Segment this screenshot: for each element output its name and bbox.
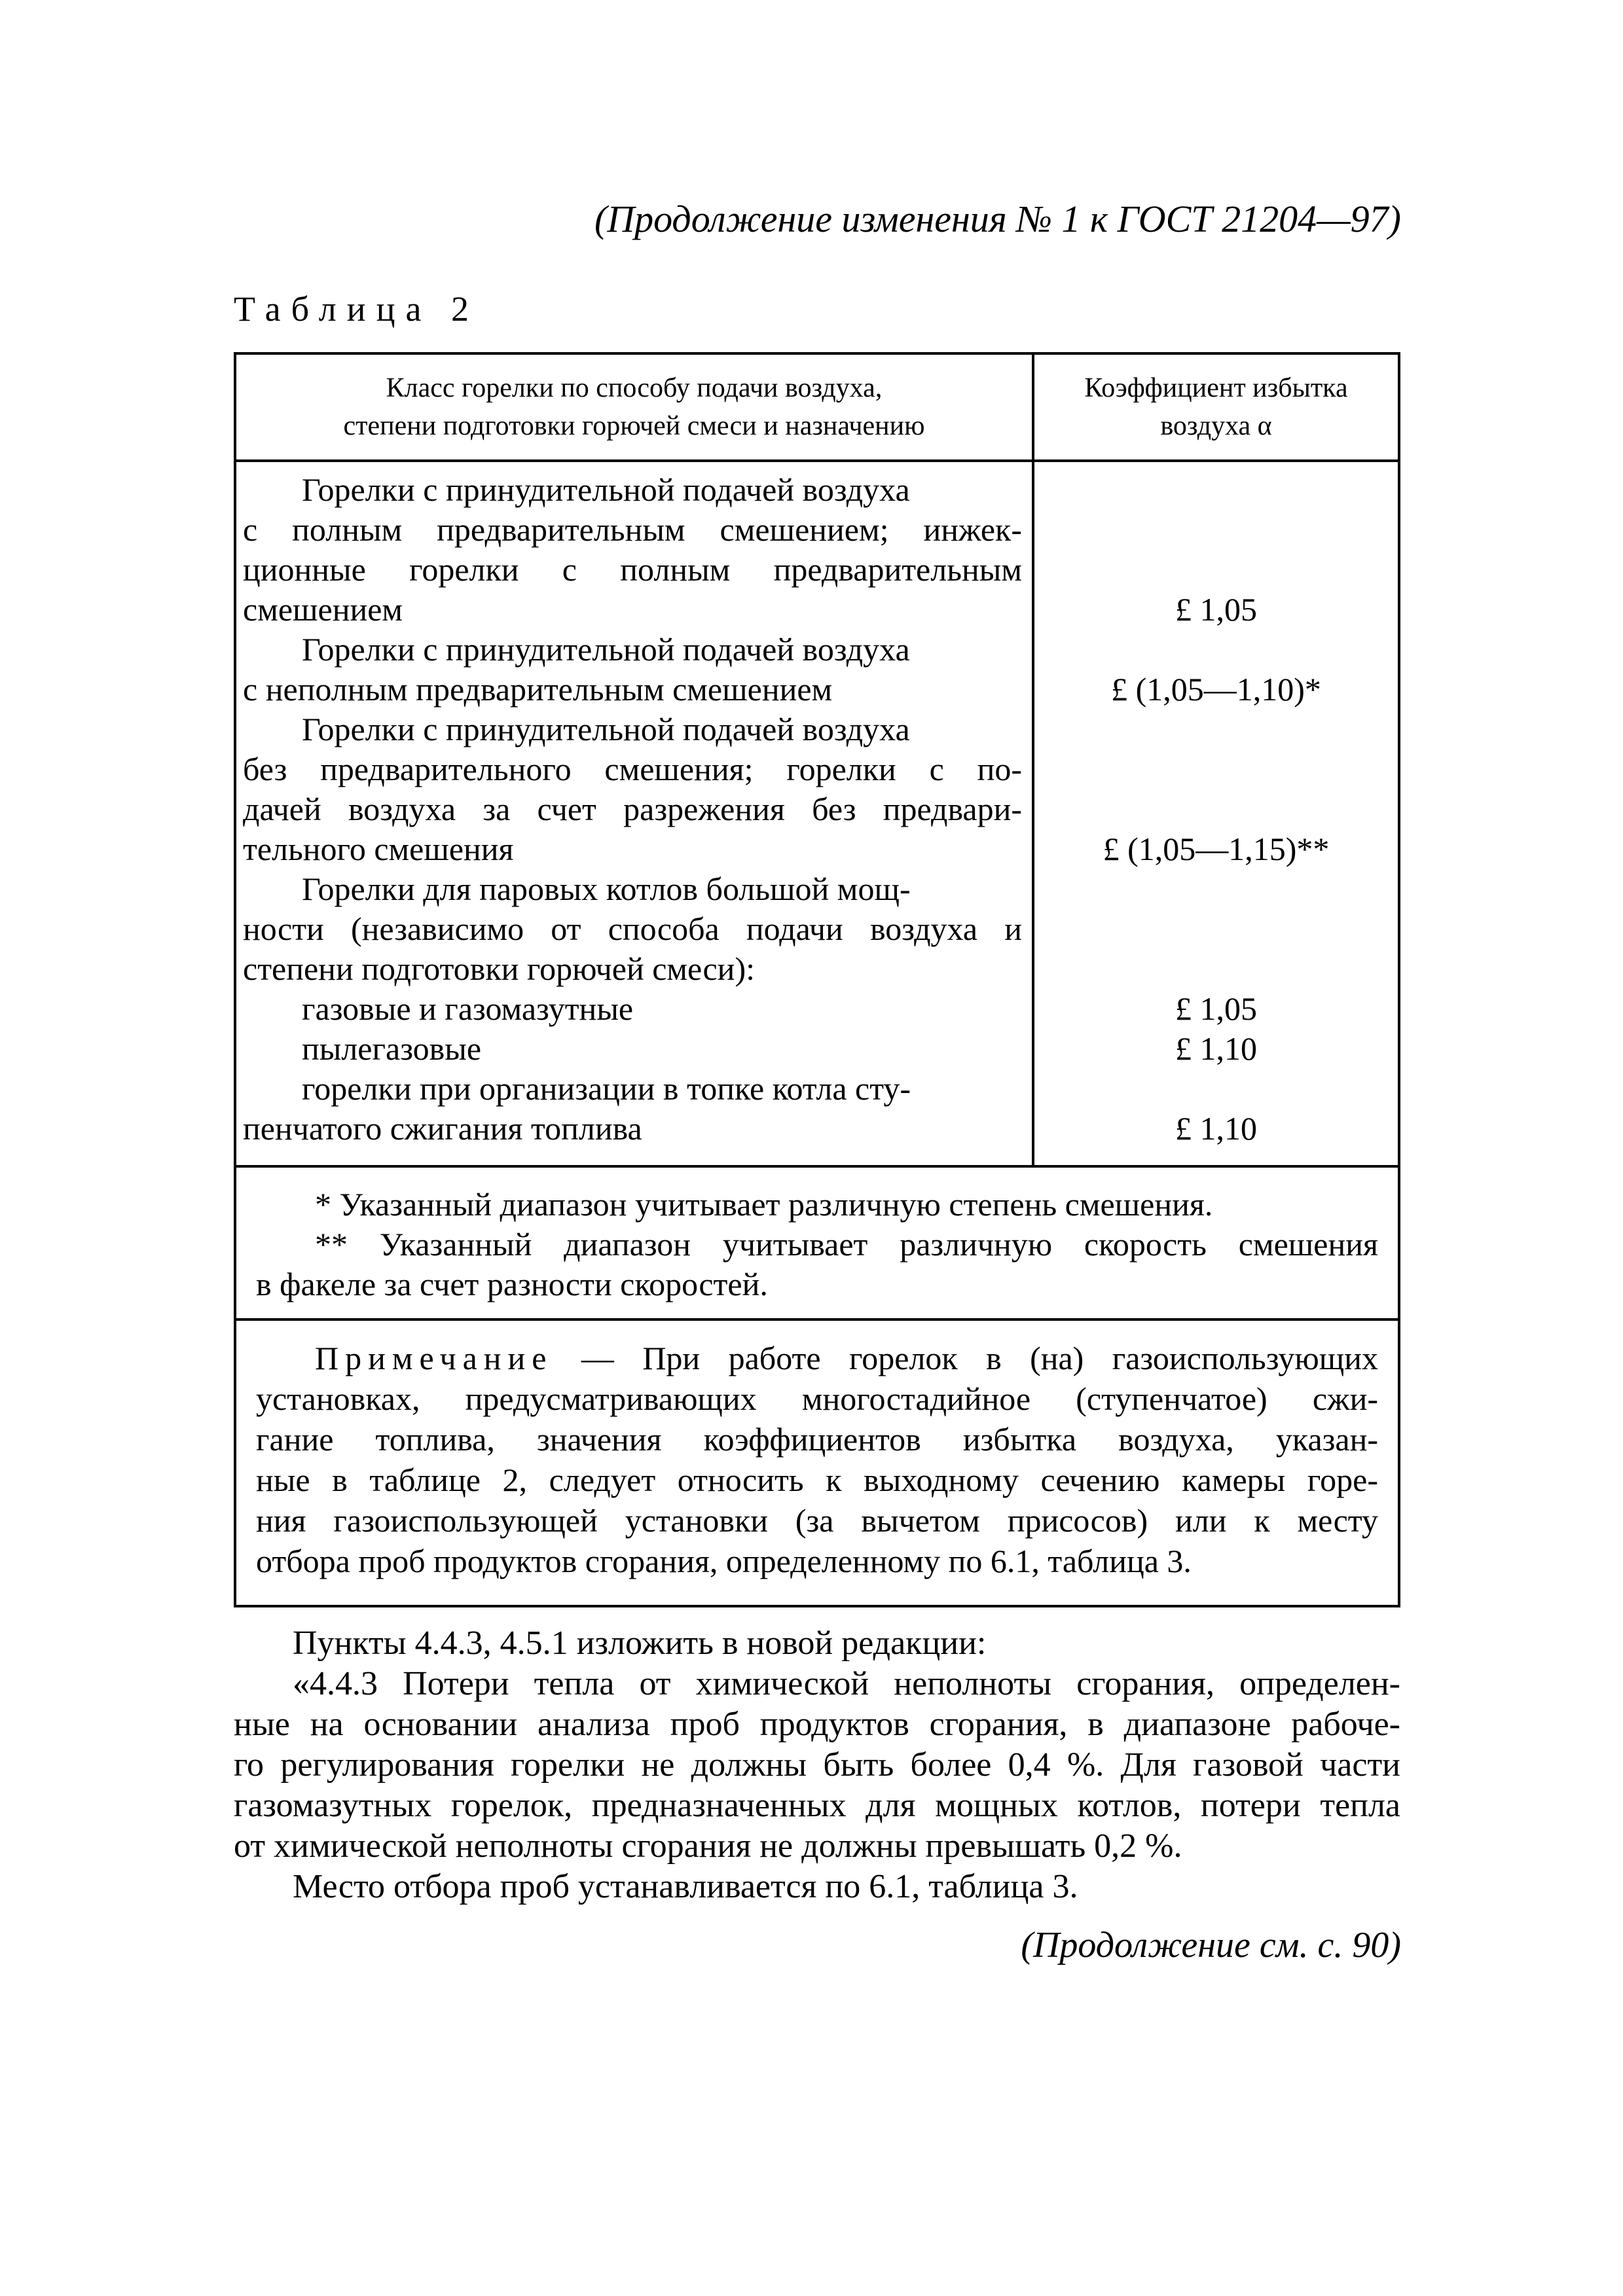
note-line — [256, 1338, 1378, 1378]
air-excess-value — [1034, 949, 1398, 989]
body-line: Пункты 4.4.3, 4.5.1 изложить в новой редакции: — [293, 1624, 987, 1662]
table-footnotes — [256, 1185, 1378, 1304]
note-label: Примечание — [315, 1340, 553, 1376]
air-excess-value — [1034, 709, 1398, 749]
table-text-line: без предварительного смешения; горелки с по- — [243, 751, 1022, 787]
table-text-line: пылегазовые — [302, 1030, 482, 1067]
body-line: ные на основании анализа проб продуктов сгорания, в диапазоне рабоче- — [234, 1706, 1400, 1743]
air-excess-value — [1034, 749, 1398, 789]
air-excess-value — [1034, 550, 1398, 590]
table-title: Таблица 2 — [234, 289, 479, 329]
air-excess-value: £ 1,10 — [1175, 1110, 1257, 1147]
air-excess-value: £ 1,05 — [1175, 990, 1257, 1027]
note-text: — При работе горелок в (на) газоиспользующих — [581, 1340, 1379, 1376]
body-line: газомазутных горелок, предназначенных для мощных котлов, потери тепла — [234, 1787, 1400, 1824]
air-excess-value — [1034, 789, 1398, 829]
air-excess-value: £ 1,05 — [1175, 591, 1257, 628]
table-text-line: пенчатого сжигания топлива — [243, 1110, 642, 1147]
column-header-line: Коэффициент избытка — [1084, 373, 1348, 403]
note-line: ния газоиспользующей установки (за вычетом присосов) или к месту — [256, 1502, 1378, 1539]
air-excess-value: £ 1,10 — [1175, 1030, 1257, 1067]
table-text-line: Горелки для паровых котлов большой мощ- — [302, 870, 911, 907]
table-footnote-divider — [236, 1318, 1398, 1321]
table-text-line: с полным предварительным смешением; инжек- — [243, 511, 1022, 548]
column-header-burner-class — [236, 355, 1032, 459]
footnote-line: * Указанный диапазон учитывает различную степень смешения. — [315, 1186, 1213, 1223]
body-text — [234, 1623, 1400, 1907]
air-excess-value — [1034, 510, 1398, 550]
air-excess-value — [1034, 869, 1398, 909]
body-line: го регулирования горелки не должны быть более 0,4 %. Для газовой части — [234, 1746, 1400, 1784]
column-header-air-excess — [1034, 355, 1398, 459]
continuation-header: (Продолжение изменения № 1 к ГОСТ 21204—97) — [594, 198, 1401, 240]
note-line: ные в таблице 2, следует относить к выходному сечению камеры горе- — [256, 1462, 1378, 1498]
table-text-line: Горелки с принудительной подачей воздуха — [302, 471, 910, 508]
air-excess-column — [1034, 470, 1398, 1149]
air-excess-value — [1034, 909, 1398, 949]
column-header-line: Класс горелки по способу подачи воздуха, — [386, 373, 883, 403]
table-text-line: смешением — [243, 591, 403, 628]
column-header-line: воздуха α — [1160, 411, 1272, 441]
body-line: от химической неполноты сгорания не должны превышать 0,2 %. — [234, 1827, 1182, 1865]
table-text-line: ционные горелки с полным предварительным — [243, 551, 1022, 588]
body-line: Место отбора проб устанавливается по 6.1, таблица 3. — [293, 1868, 1078, 1905]
table-text-line: дачей воздуха за счет разрежения без предвари- — [243, 791, 1022, 827]
table-text-line: тельного смешения — [243, 831, 514, 867]
table-2 — [234, 352, 1400, 1607]
body-line: «4.4.3 Потери тепла от химической неполноты сгорания, определен- — [293, 1665, 1400, 1702]
burner-class-column — [243, 470, 1022, 1149]
table-text-line: с неполным предварительным смешением — [243, 671, 833, 708]
table-text-line: горелки при организации в топке котла сту- — [302, 1070, 911, 1107]
note-line: отбора проб продуктов сгорания, определенному по 6.1, таблица 3. — [256, 1543, 1192, 1579]
air-excess-value — [1034, 470, 1398, 510]
air-excess-value — [1034, 630, 1398, 670]
air-excess-value: £ (1,05—1,15)** — [1103, 831, 1330, 867]
note-line: гание топлива, значения коэффициентов избытка воздуха, указан- — [256, 1421, 1378, 1458]
table-text-line: газовые и газомазутные — [302, 990, 634, 1027]
table-note — [256, 1338, 1378, 1581]
table-text-line: Горелки с принудительной подачей воздуха — [302, 631, 910, 668]
table-text-line: Горелки с принудительной подачей воздуха — [302, 711, 910, 747]
footnote-line: ** Указанный диапазон учитывает различную скорость смешения — [315, 1226, 1378, 1263]
footnote-line: в факеле за счет разности скоростей. — [256, 1266, 768, 1302]
column-header-line: степени подготовки горючей смеси и назначению — [343, 411, 925, 441]
air-excess-value: £ (1,05—1,10)* — [1111, 671, 1321, 708]
table-text-line: степени подготовки горючей смеси): — [243, 950, 755, 987]
note-line: установках, предусматривающих многостадийное (ступенчатое) сжи- — [256, 1380, 1378, 1417]
continuation-footer: (Продолжение см. с. 90) — [1021, 1925, 1401, 1965]
table-body-divider — [236, 1165, 1398, 1168]
table-text-line: ности (независимо от способа подачи воздуха и — [243, 910, 1022, 947]
air-excess-value — [1034, 1069, 1398, 1109]
table-header-divider — [236, 459, 1398, 462]
